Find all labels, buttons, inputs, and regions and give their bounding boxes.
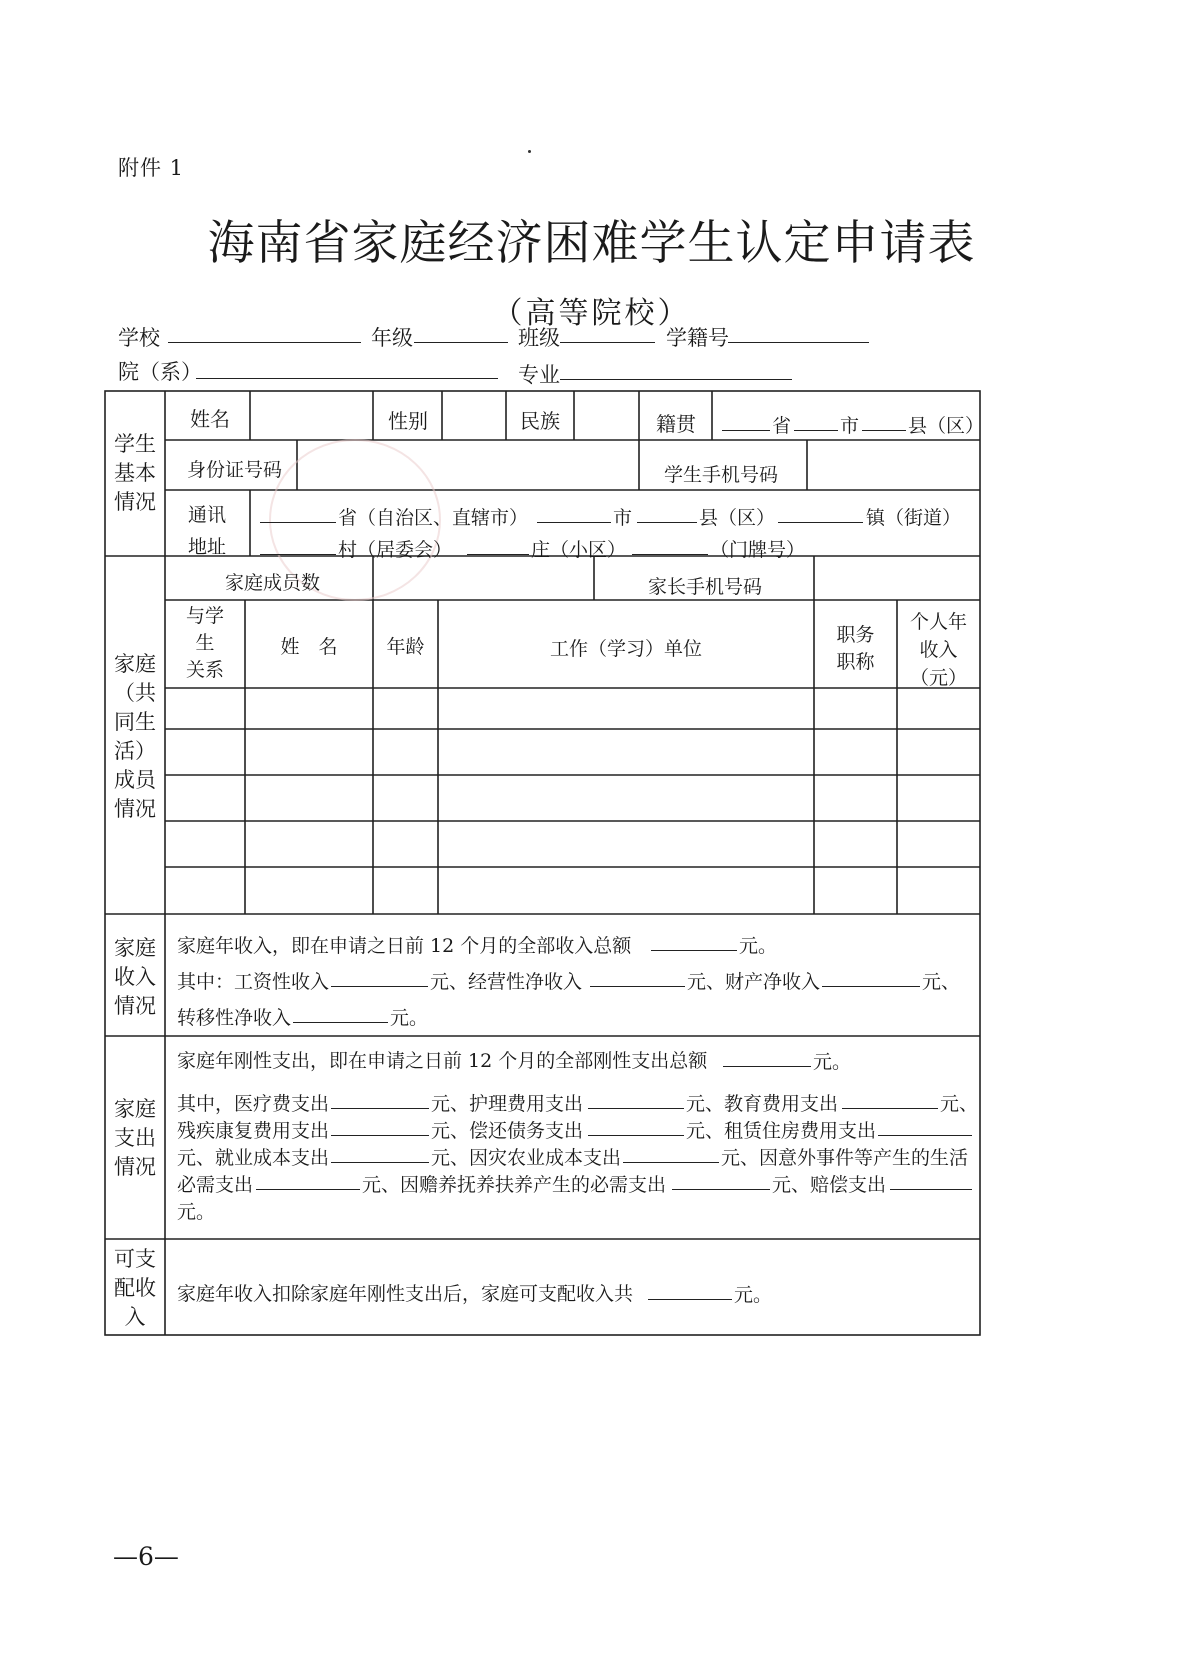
form-title: 海南省家庭经济困难学生认定申请表: [207, 216, 976, 271]
form-subtitle: （高等院校）: [492, 296, 691, 331]
necessity-expense-text: 必需支出: [177, 1174, 254, 1196]
compensation-expense-text: 元、赔偿支出: [772, 1174, 887, 1196]
addr-town-field[interactable]: [778, 500, 863, 523]
necessity-expense-field[interactable]: [256, 1167, 360, 1190]
student-phone-label: 学生手机号码: [664, 464, 779, 486]
origin-city-field[interactable]: [794, 408, 838, 431]
business-income-text: 元、经营性净收入: [430, 971, 583, 993]
rent-expense-field[interactable]: [878, 1113, 972, 1136]
col-relation-header: 与学 生 关系: [185, 605, 224, 681]
disaster-expense-field[interactable]: [623, 1140, 719, 1163]
expense-total-unit: 元。: [813, 1051, 852, 1073]
disposable-section-label: 可支 配收 入: [114, 1247, 156, 1329]
family-section-label: 家庭 （共 同生 活） 成员 情况: [114, 652, 156, 821]
property-income-unit: 元、: [922, 971, 961, 993]
member-count-field[interactable]: [375, 558, 592, 598]
addr-door-field[interactable]: [632, 532, 708, 555]
disposable-income-text: 家庭年收入扣除家庭年刚性支出后，家庭可支配收入共: [177, 1283, 634, 1305]
expense-total-text: 家庭年刚性支出，即在申请之日前 12 个月的全部刚性支出总额: [177, 1050, 708, 1072]
disposable-income-field[interactable]: [648, 1277, 732, 1300]
employment-expense-text: 元、就业成本支出: [177, 1147, 330, 1169]
col-income-header: 个人年 收入 （元）: [909, 611, 967, 689]
support-expense-text: 元、因赡养抚养扶养产生的必需支出: [362, 1174, 667, 1196]
ethnicity-label: 民族: [520, 409, 560, 433]
disposable-income-unit: 元。: [734, 1284, 773, 1306]
compensation-expense-field[interactable]: [890, 1167, 972, 1190]
property-income-field[interactable]: [822, 964, 920, 987]
transfer-income-text: 转移性净收入: [177, 1007, 292, 1029]
origin-city-label: 市: [840, 415, 860, 437]
member-count-label: 家庭成员数: [225, 572, 321, 594]
addr-estate-label: 庄（小区）: [531, 539, 627, 561]
medical-expense-text: 其中，医疗费支出: [177, 1093, 330, 1115]
education-expense-unit: 元、: [940, 1093, 979, 1115]
major-label: 专业: [518, 363, 560, 387]
ethnicity-field[interactable]: [576, 393, 637, 438]
col-age-header: 年龄: [386, 636, 425, 658]
id-number-label: 身份证号码: [187, 459, 283, 481]
addr-province-label: 省（自治区、直辖市）: [338, 507, 529, 529]
address-label-1: 通讯: [188, 504, 227, 526]
page-number: —6—: [113, 1542, 179, 1571]
department-label: 院（系）: [118, 360, 202, 384]
parent-phone-field[interactable]: [816, 558, 978, 598]
addr-city-label: 市: [613, 507, 633, 529]
education-expense-text: 元、教育费用支出: [686, 1093, 839, 1115]
wage-income-field[interactable]: [331, 964, 428, 987]
employment-expense-field[interactable]: [331, 1140, 429, 1163]
debt-expense-text: 元、偿还债务支出: [431, 1120, 584, 1142]
col-work-unit-header: 工作（学习）单位: [549, 638, 702, 660]
disaster-expense-text: 元、因灾农业成本支出: [431, 1147, 622, 1169]
addr-county-field[interactable]: [637, 500, 697, 523]
addr-town-label: 镇（街道）: [866, 507, 962, 529]
support-expense-field[interactable]: [672, 1167, 770, 1190]
compensation-expense-unit: 元。: [177, 1201, 216, 1223]
property-income-text: 元、财产净收入: [687, 971, 821, 993]
origin-label: 籍贯: [656, 412, 696, 436]
medical-expense-field[interactable]: [331, 1086, 429, 1109]
addr-estate-field[interactable]: [467, 532, 529, 555]
class-label: 班级: [518, 326, 560, 350]
school-label: 学校: [118, 326, 160, 350]
family-member-row[interactable]: [167, 869, 978, 912]
expense-total-field[interactable]: [723, 1044, 811, 1067]
rent-expense-text: 元、租赁住房费用支出: [686, 1120, 877, 1142]
accident-expense-text: 元、因意外事件等产生的生活: [721, 1147, 969, 1169]
col-name-header: 姓 名: [280, 636, 338, 658]
rehab-expense-field[interactable]: [331, 1113, 429, 1136]
family-member-row[interactable]: [167, 823, 978, 865]
addr-county-label: 县（区）: [699, 507, 776, 529]
gender-field[interactable]: [444, 393, 504, 438]
attachment-label: 附件 1: [118, 156, 185, 180]
origin-county-field[interactable]: [862, 408, 906, 431]
income-section-label: 家庭 收入 情况: [114, 936, 156, 1018]
addr-village-field[interactable]: [260, 532, 336, 555]
transfer-income-unit: 元。: [390, 1007, 429, 1029]
addr-door-label: （门牌号）: [710, 539, 806, 561]
origin-province-label: 省: [772, 415, 792, 437]
nursing-expense-field[interactable]: [588, 1086, 684, 1109]
gender-label: 性别: [388, 409, 428, 433]
debt-expense-field[interactable]: [588, 1113, 684, 1136]
expense-section-label: 家庭 支出 情况: [114, 1097, 156, 1179]
family-member-row[interactable]: [167, 690, 978, 727]
business-income-field[interactable]: [590, 964, 685, 987]
addr-village-label: 村（居委会）: [338, 539, 453, 561]
origin-province-field[interactable]: [722, 408, 770, 431]
name-field[interactable]: [252, 393, 371, 438]
addr-city-field[interactable]: [537, 500, 611, 523]
parent-phone-label: 家长手机号码: [648, 576, 763, 598]
student-no-label: 学籍号: [666, 326, 729, 350]
education-expense-field[interactable]: [842, 1086, 938, 1109]
col-position-header: 职务 职称: [836, 624, 875, 673]
name-label: 姓名: [190, 407, 230, 431]
student-phone-field[interactable]: [809, 442, 978, 488]
income-total-unit: 元。: [739, 935, 778, 957]
transfer-income-field[interactable]: [293, 1000, 388, 1023]
id-number-field[interactable]: [299, 442, 637, 488]
addr-province-field[interactable]: [260, 500, 336, 523]
income-total-field[interactable]: [651, 928, 737, 951]
income-total-text: 家庭年收入，即在申请之日前 12 个月的全部收入总额: [177, 935, 632, 957]
wage-income-text: 其中：工资性收入: [177, 971, 330, 993]
address-label-2: 地址: [188, 536, 227, 558]
rehab-expense-text: 残疾康复费用支出: [177, 1120, 330, 1142]
family-member-row[interactable]: [167, 731, 978, 773]
family-member-row[interactable]: [167, 777, 978, 819]
grade-label: 年级: [371, 326, 413, 350]
student-section-label: 学生 基本 情况: [114, 432, 156, 514]
origin-county-label: 县（区）: [908, 415, 985, 437]
nursing-expense-text: 元、护理费用支出: [431, 1093, 584, 1115]
